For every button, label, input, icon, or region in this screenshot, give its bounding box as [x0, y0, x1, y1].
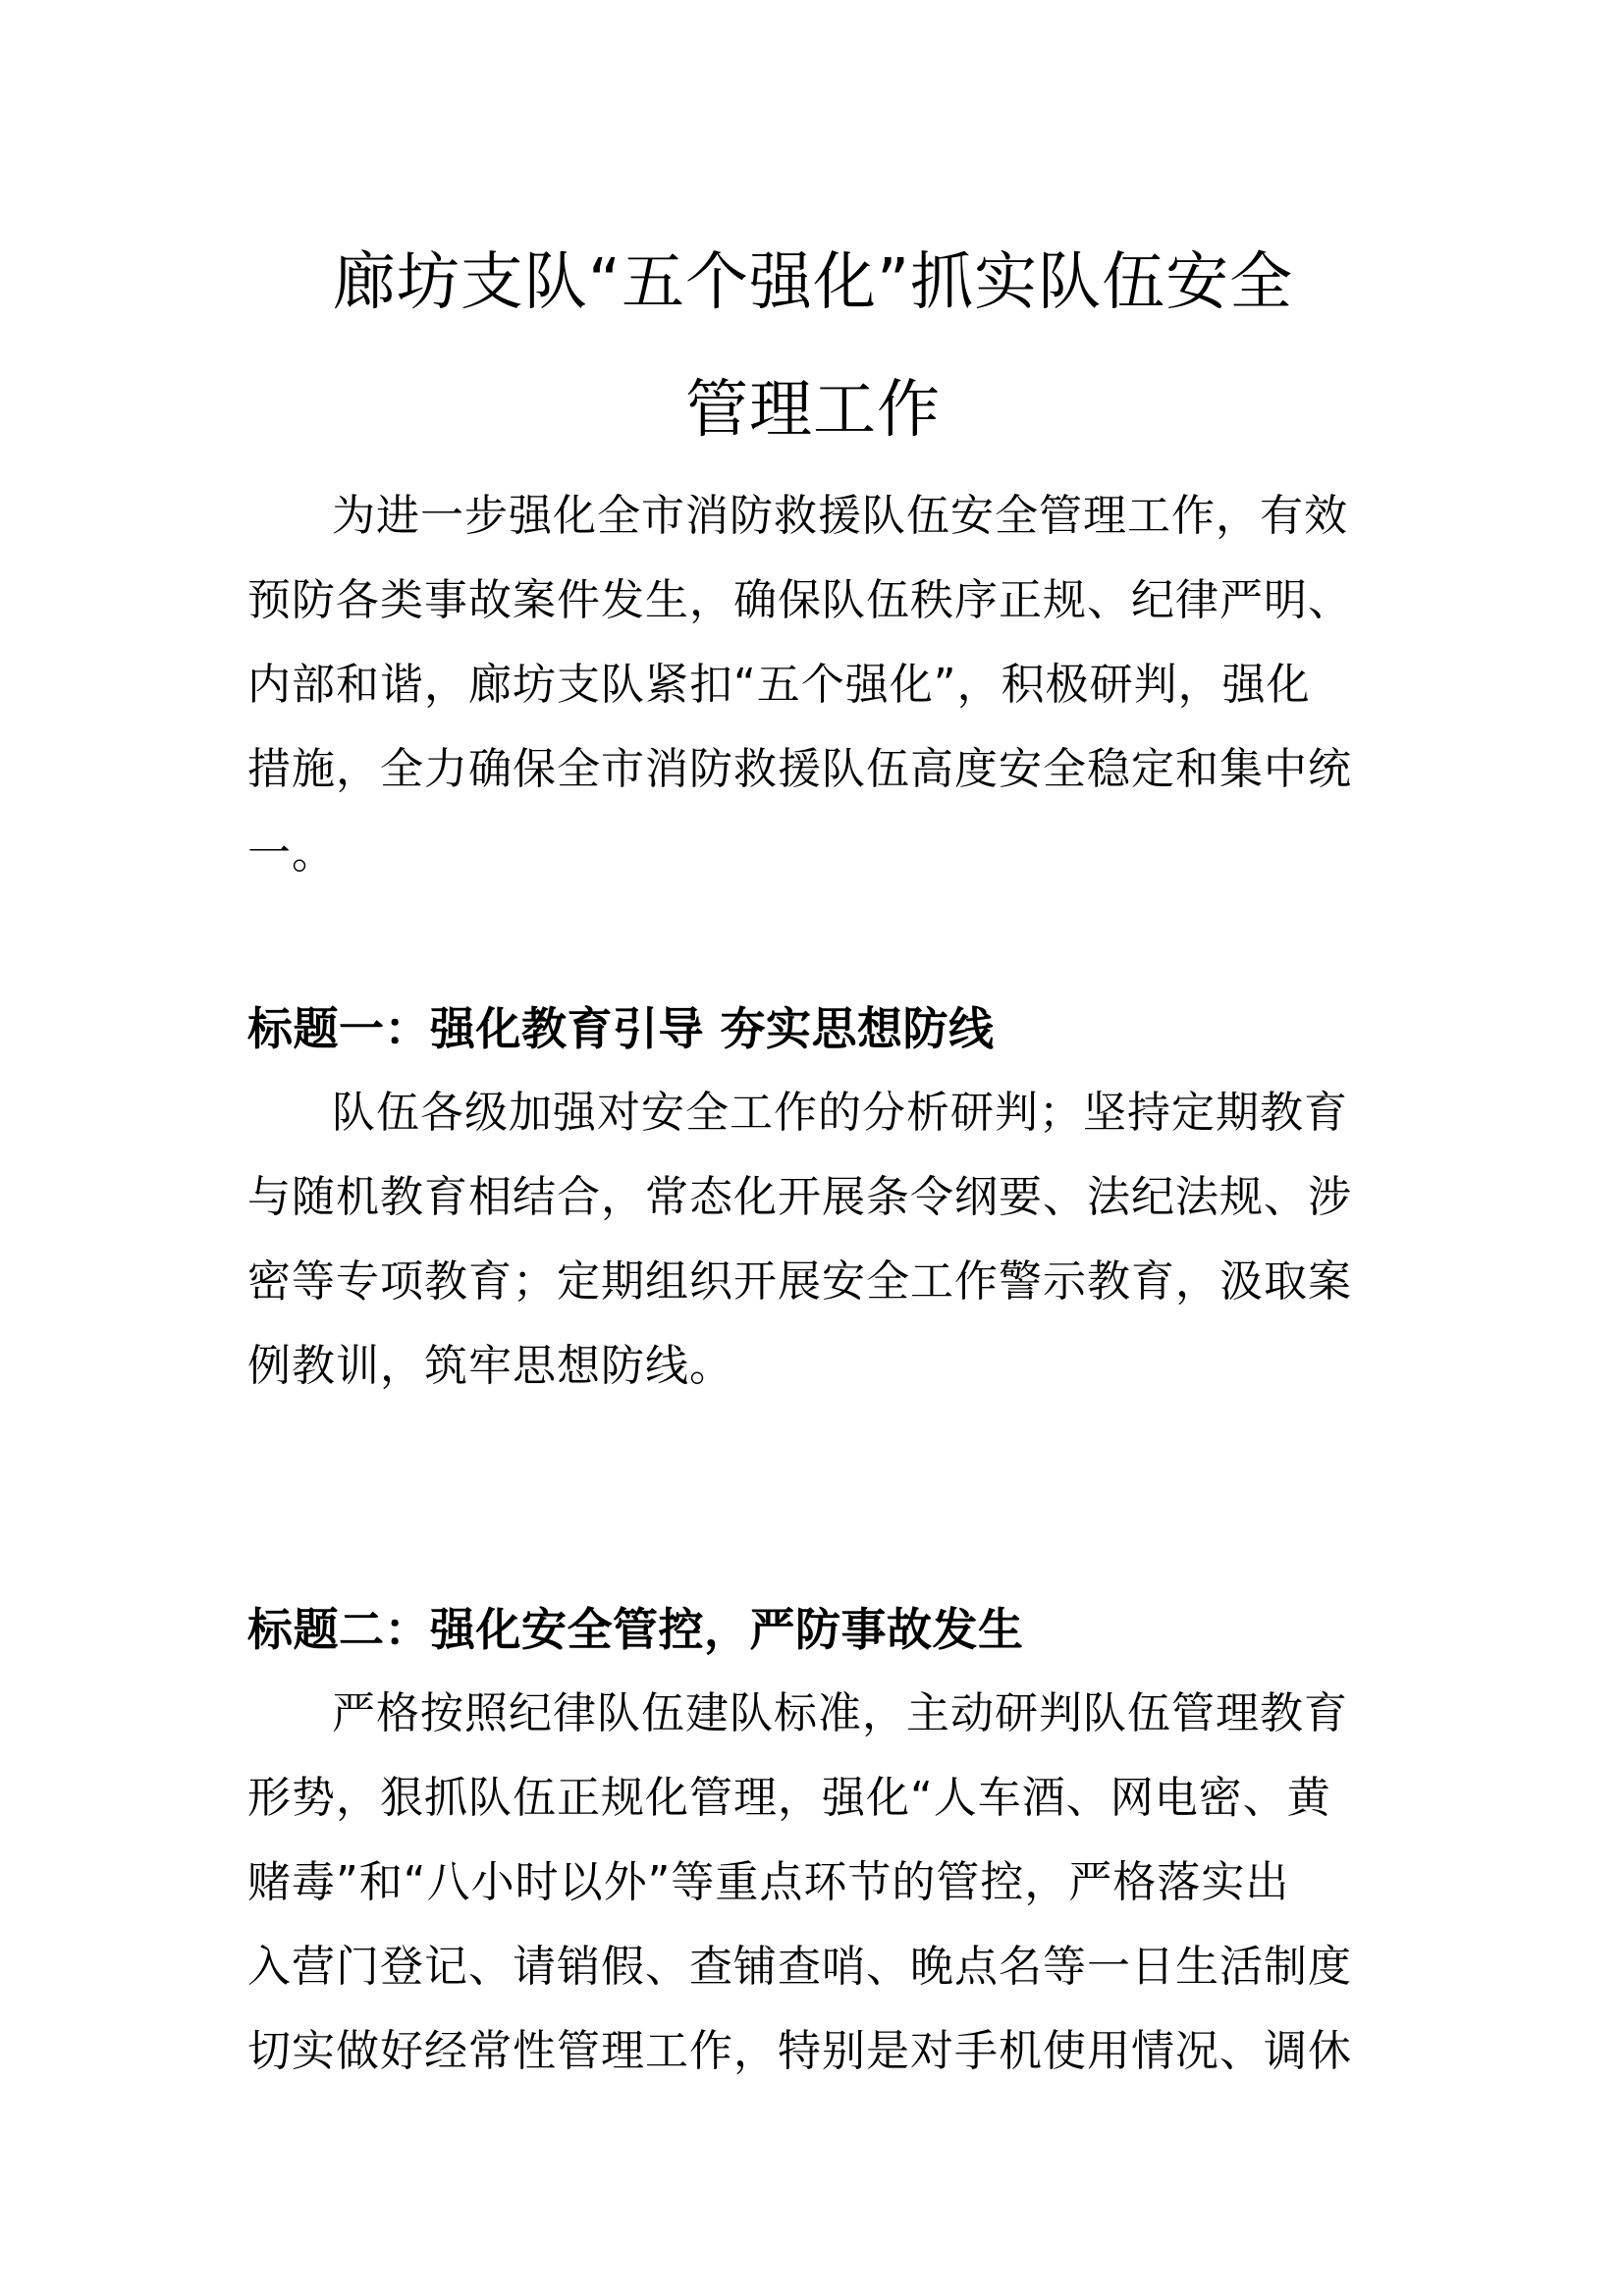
section-1-line-2: 与随机教育相结合，常态化开展条令纲要、法纪法规、涉 [247, 1172, 1352, 1222]
section-2-line-4: 入营门登记、请销假、查铺查哨、晚点名等一日生活制度 [247, 1942, 1352, 1992]
section-1-line-3: 密等专项教育；定期组织开展安全工作警示教育，汲取案 [247, 1256, 1352, 1307]
section-1-line-1: 队伍各级加强对安全工作的分析研判；坚持定期教育 [332, 1088, 1348, 1138]
document-title-line-1: 廊坊支队“五个强化”抓实队伍安全 [332, 246, 1294, 319]
document-title-line-2: 管理工作 [685, 374, 941, 447]
intro-line-5: 一。 [247, 828, 336, 879]
section-2-line-5: 切实做好经常性管理工作，特别是对手机使用情况、调休 [247, 2026, 1352, 2076]
section-2-line-2: 形势，狠抓队伍正规化管理，强化“人车酒、网电密、黄 [247, 1773, 1331, 1823]
section-2-line-1: 严格按照纪律队伍建队标准，主动研判队伍管理教育 [332, 1688, 1348, 1738]
intro-line-1: 为进一步强化全市消防救援队伍安全管理工作，有效 [332, 491, 1348, 541]
section-2-line-3: 赌毒”和“八小时以外”等重点环节的管控，严格落实出 [247, 1857, 1290, 1907]
section-1-heading: 标题一：强化教育引导 夯实思想防线 [247, 1002, 995, 1055]
section-2-heading: 标题二：强化安全管控，严防事故发生 [247, 1603, 1024, 1656]
intro-line-2: 预防各类事故案件发生，确保队伍秩序正规、纪律严明、 [247, 575, 1352, 625]
intro-line-4: 措施，全力确保全市消防救援队伍高度安全稳定和集中统 [247, 744, 1352, 794]
intro-line-3: 内部和谐，廊坊支队紧扣“五个强化”，积极研判，强化 [247, 660, 1311, 710]
section-1-line-4: 例教训，筑牢思想防线。 [247, 1341, 733, 1391]
